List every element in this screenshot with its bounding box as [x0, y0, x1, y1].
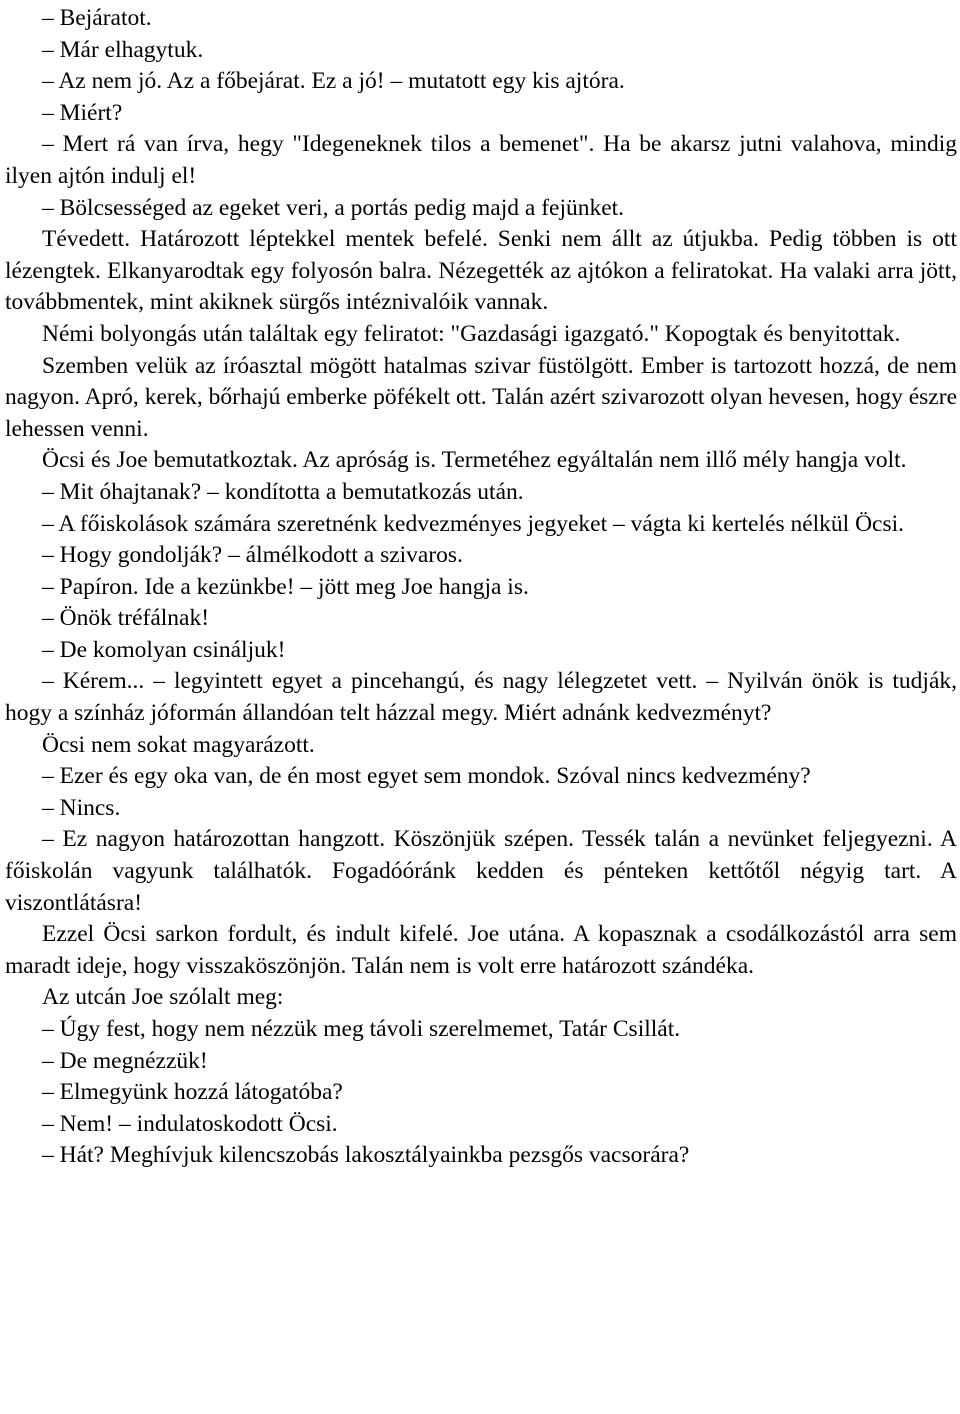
paragraph: – Az nem jó. Az a főbejárat. Ez a jó! – mutatott egy kis ajtóra.	[42, 68, 625, 95]
document-page	[5, 3, 957, 1172]
paragraph: – Bölcsességed az egeket veri, a portás pedig majd a fejünket.	[42, 194, 625, 221]
paragraph: – Hát? Meghívjuk kilencszobás lakosztályainkba pezsgős vacsorára?	[42, 1142, 690, 1169]
paragraph: – Elmegyünk hozzá látogatóba?	[42, 1079, 343, 1106]
paragraph: – Nincs.	[42, 794, 121, 821]
paragraph: – Önök tréfálnak!	[42, 605, 210, 632]
paragraph: – Mert rá van írva, hegy "Idegeneknek tilos a bemenet". Ha be akarsz jutni valahova, mindig ilyen ajtón indulj el!	[5, 131, 957, 189]
paragraph: Öcsi és Joe bemutatkoztak. Az apróság is. Termetéhez egyáltalán nem illő mély hangja volt.	[42, 447, 907, 474]
paragraph: – De komolyan csináljuk!	[42, 636, 286, 663]
paragraph: – Kérem... – legyintett egyet a pincehangú, és nagy lélegzetet vett. – Nyilván önök is tudják, hogy a színház jóformán állandóan telt házzal megy. Miért adnánk kedvezményt?	[5, 668, 957, 727]
paragraph: – Mit óhajtanak? – kondította a bemutatkozás után.	[42, 478, 524, 505]
paragraph: – Nem! – indulatoskodott Öcsi.	[42, 1110, 338, 1137]
paragraph: – Miért?	[42, 99, 123, 126]
paragraph: – De megnézzük!	[42, 1047, 208, 1074]
paragraph: – A főiskolások számára szeretnénk kedvezményes jegyeket – vágta ki kertelés nélkül Öcsi.	[42, 510, 905, 537]
paragraph: – Bejáratot.	[42, 5, 152, 31]
paragraph: – Ezer és egy oka van, de én most egyet sem mondok. Szóval nincs kedvezmény?	[42, 763, 811, 790]
paragraph: Szemben velük az íróasztal mögött hatalmas szivar füstölgött. Ember is tartozott hozzá, de nem nagyon. Apró, kerek, bőrhajú emberke pöfékelt ott. Talán azért szivarozott olyan hevesen, hogy észre lehessen venni.	[5, 352, 957, 442]
paragraph: Némi bolyongás után találtak egy feliratot: "Gazdasági igazgató." Kopogtak és benyitottak.	[42, 320, 901, 347]
paragraph: Öcsi nem sokat magyarázott.	[42, 731, 315, 758]
paragraph: – Papíron. Ide a kezünkbe! – jött meg Joe hangja is.	[42, 573, 529, 600]
paragraph: Ezzel Öcsi sarkon fordult, és indult kifelé. Joe utána. A kopasznak a csodálkozástól arra sem maradt ideje, hogy visszaköszönjön. Talán nem is volt erre határozott szándéka.	[5, 921, 957, 979]
paragraph: Az utcán Joe szólalt meg:	[42, 984, 284, 1011]
paragraph: – Úgy fest, hogy nem nézzük meg távoli szerelmemet, Tatár Csillát.	[42, 1016, 681, 1042]
paragraph: Tévedett. Határozott léptekkel mentek befelé. Senki nem állt az útjukba. Pedig többen is ott lézengtek. Elkanyarodtak egy folyosón balra. Nézegették az ajtókon a feliratokat. Ha valaki arra jött, továbbmentek, mint akiknek sürgős intéznivalóik vannak.	[5, 226, 957, 316]
paragraph: – Ez nagyon határozottan hangzott. Köszönjük szépen. Tessék talán a nevünket feljegyezni. A főiskolán vagyunk találhatók. Fogadóóránk kedden és pénteken kettőtől négyig tart. A viszontlátásra!	[5, 826, 957, 916]
paragraph: – Már elhagytuk.	[42, 36, 204, 63]
paragraph: – Hogy gondolják? – álmélkodott a szivaros.	[42, 542, 463, 569]
